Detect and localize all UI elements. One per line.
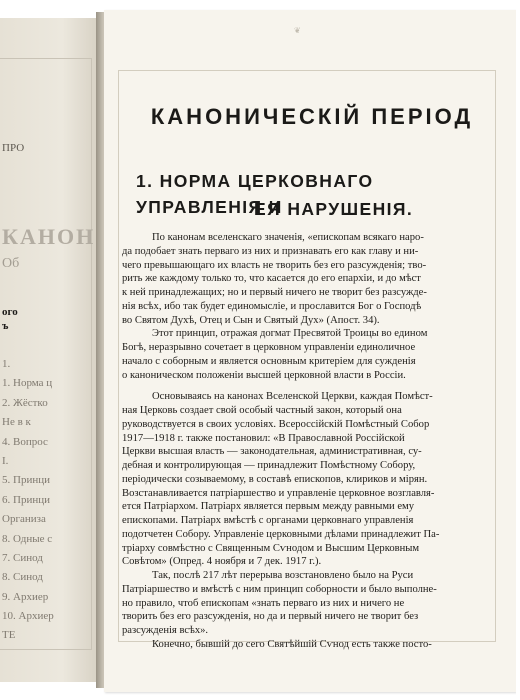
text-line: Возстанавливается патріаршество и управленіе церковное возглавля- — [122, 487, 435, 499]
left-list-item: 4. Вопрос — [2, 435, 48, 448]
page-title: КАНОНИЧЕСКІЙ ПЕРІОД — [150, 104, 474, 129]
left-list-item: 5. Принци — [2, 474, 50, 487]
left-list-item: 9. Архиер — [2, 590, 49, 603]
left-list-item: 1. Норма ц — [2, 377, 53, 390]
left-subheading-fragment: Об — [2, 256, 20, 271]
text-line: По канонам вселенскаго значенія, «епископам всякаго наро- — [152, 232, 424, 243]
left-bold-line-1: ого — [2, 306, 18, 318]
text-line: нія всѣх, ибо так будет единомысліе, и прославится Бог о Господѣ — [122, 300, 422, 312]
text-line: но правило, чтоб епископам «знать перваго из них и ничего не — [122, 597, 405, 609]
text-line: ная Церковь создает свой особый частный закон, который она — [122, 405, 402, 416]
right-margin — [516, 0, 520, 700]
left-list-item: 7. Синод — [2, 551, 43, 564]
left-list-item: 8. Одные с — [2, 532, 53, 545]
text-line: епископами. Патріарх вмѣстѣ с органами церковнаго управленія — [122, 515, 414, 526]
left-header-fragment: ПРО — [2, 142, 25, 154]
left-list-item: 2. Жёстко — [2, 396, 48, 409]
left-contents-list — [0, 358, 54, 649]
left-facing-page — [0, 18, 104, 682]
page-ornament-mark: ❦ — [294, 26, 301, 35]
text-line: чего превышающаго их власть не творить без его разсужденія; тво- — [122, 259, 427, 271]
body-text — [122, 231, 490, 652]
text-line: разсужденія всѣх». — [122, 625, 209, 636]
text-line: к ней принадлежащих; но и первый ничего не творит без разсужде- — [122, 287, 427, 298]
text-line: о каноническом положеніи высшей церковной власти в Россіи. — [122, 369, 406, 381]
text-line: Богѣ, неразрывно сочетает в церковном управленіи единоличное — [122, 342, 416, 353]
left-list-item: 1. — [2, 358, 11, 370]
text-line: періодически созываемому, в составѣ епископов, клириков и мірян. — [122, 473, 428, 485]
left-list-item: 8. Синод — [2, 571, 43, 584]
left-list-item: ТЕ — [2, 629, 16, 642]
text-line: Патріаршество и вмѣстѣ с ним принцип соборности и было выполне- — [122, 583, 437, 595]
text-line: Так, послѣ 217 лѣт перерыва возстановлено было на Руси — [152, 570, 414, 581]
text-line: во Святом Духѣ, Отец и Сын и Святый Дух» (Апост. 34). — [122, 314, 380, 326]
left-list-item: Организа — [2, 513, 46, 526]
left-list-item: 6. Принци — [2, 493, 50, 506]
left-list-item: I. — [2, 454, 9, 467]
section-title-line-2: ЕЯ НАРУШЕНІЯ. — [254, 199, 414, 219]
text-line: да подобает знать перваго из них и признавать его как главу и ни- — [122, 245, 419, 257]
text-line: Этот принцип, отражая догмат Пресвятой Троицы во едином — [152, 328, 428, 340]
text-line: Церкви высшая власть — законодательная, административная, су- — [122, 446, 422, 458]
left-list-item: 10. Архиер — [2, 610, 54, 623]
text-line: дебная и контролирующая — принадлежит Помѣстному Собору, — [122, 460, 416, 471]
text-line: ется Патріархом. Патріарх является первым между равными ему — [122, 501, 415, 513]
text-line: Конечно, бывшій до сего Святѣйшій Сѵнод есть также посто- — [152, 638, 432, 650]
left-list-item: Не в к — [2, 416, 31, 429]
text-line: тріарху совмѣстно с Священным Сѵнодом и Высшим Церковным — [122, 542, 420, 554]
main-page — [104, 10, 516, 692]
text-line: руководствуется в своих условіях. Всероссійскій Помѣстный Собор — [122, 418, 430, 430]
text-line: творить без его разсужденія, но да и первый ничего не творит без — [122, 611, 419, 623]
text-line: подотчетен Собору. Управленіе церковными дѣлами принадлежит Па- — [122, 528, 440, 540]
text-line: 1917—1918 г. также постановил: «В Православной Россійской — [122, 432, 405, 444]
text-line: Основываясь на канонах Вселенской Церкви, каждая Помѣст- — [152, 391, 433, 403]
text-line: рить же каждому только то, что касается до его епархіи, и до мѣст — [122, 273, 421, 285]
text-line: начало с соборным и является основным критеріем для сужденія — [122, 355, 416, 367]
left-bold-line-2: ъ — [2, 320, 9, 332]
left-heading-fragment: КАНОН — [2, 224, 96, 249]
section-title-line-1: 1. НОРМА ЦЕРКОВНАГО УПРАВЛЕНІЯ И — [136, 171, 374, 217]
text-line: Совѣтом» (Опред. 4 ноября и 7 дек. 1917 г.). — [122, 556, 322, 568]
